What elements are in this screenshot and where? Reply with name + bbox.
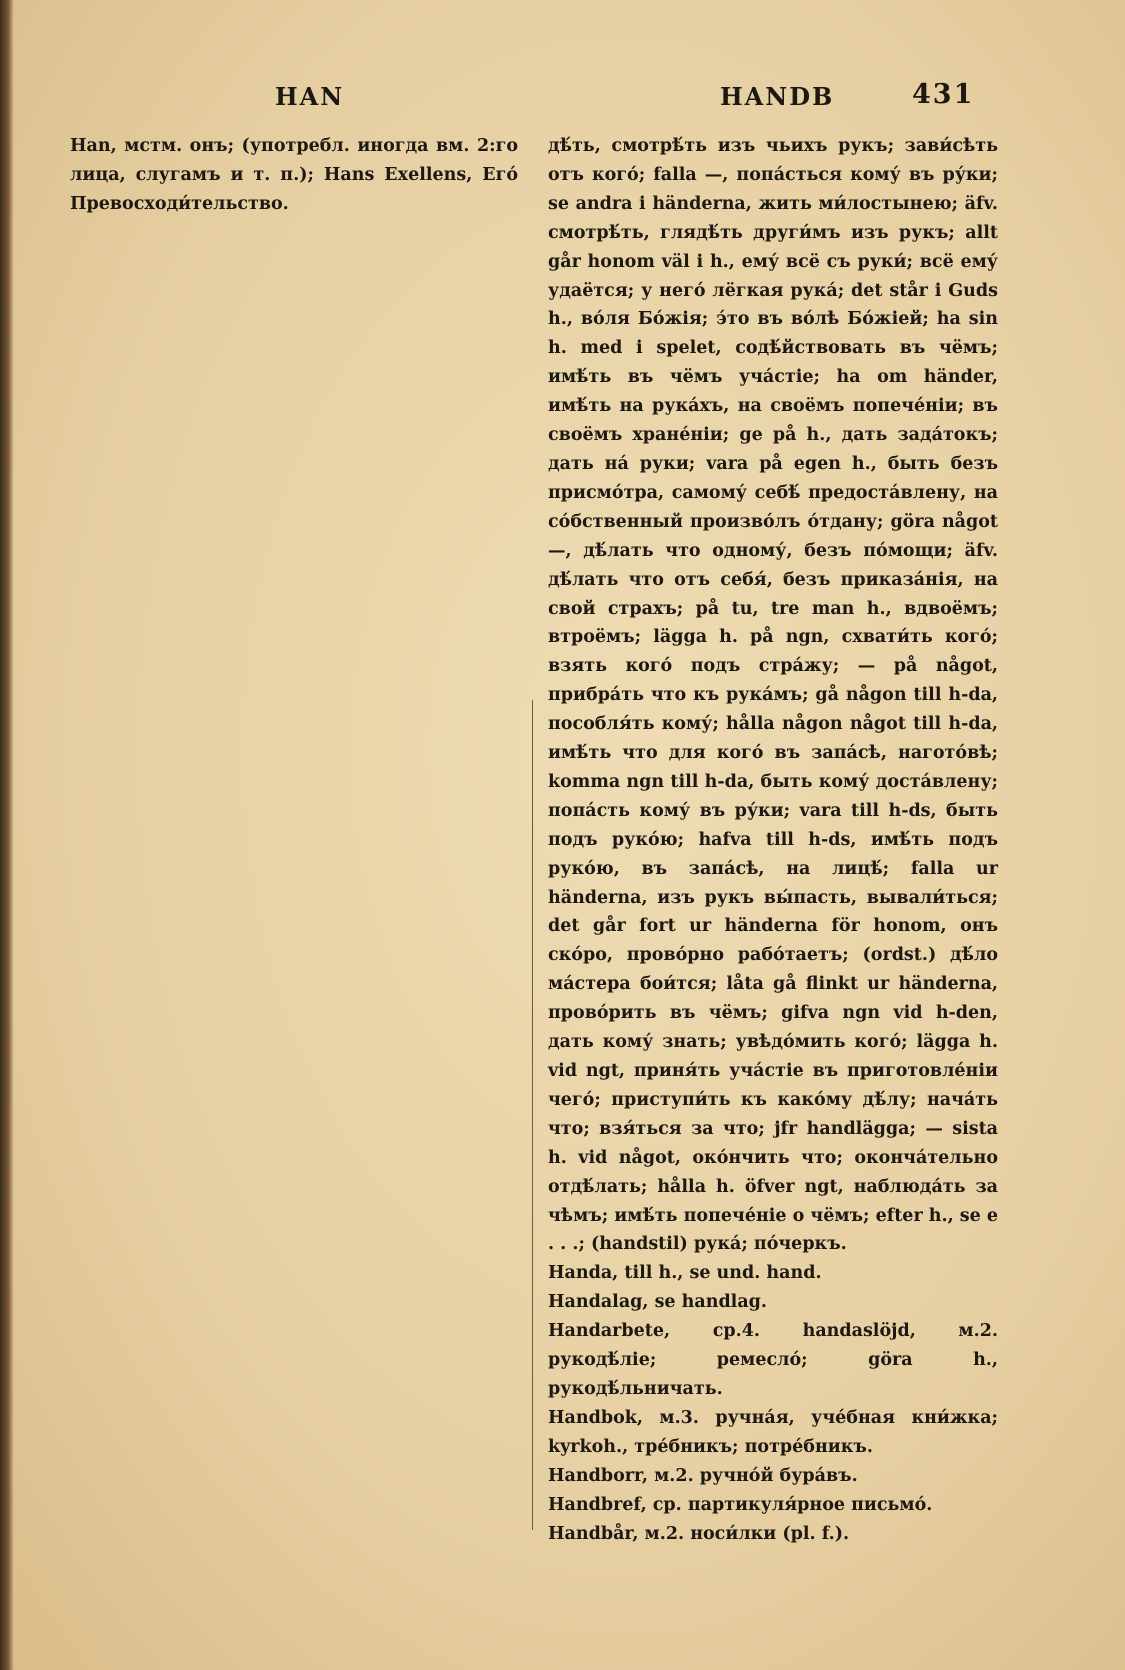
left-column xyxy=(70,132,518,219)
running-head-left: HAN xyxy=(275,82,345,111)
dictionary-entry: Handa, till h., se und. hand. xyxy=(548,1263,822,1284)
dictionary-entry: Handborr, м.2. ручно́й бура́въ. xyxy=(548,1465,858,1486)
running-head-right: HANDB xyxy=(720,82,835,111)
dictionary-entry: Han, мстм. онъ; (употребл. иногда вм. 2:го лица, слугамъ и т. п.); Hans Exellens, Его́ Превосходи́тельство. xyxy=(70,136,518,214)
page-number: 431 xyxy=(912,79,975,110)
book-binding-shadow xyxy=(0,0,14,1670)
dictionary-entry: Handbok, м.3. ручна́я, уче́бная кни́жка; kyrkoh., тре́бникъ; потре́бникъ. xyxy=(548,1407,998,1457)
dictionary-entry: дѣ́ть, смотрѣ́ть изъ чьихъ рукъ; зави́сѣть отъ кого́; falla —, попа́сться кому́ въ ру́ки; se andra i händerna, жить ми́лостынею; äfv. смотрѣ́ть, глядѣ́ть други́мъ изъ рукъ; allt går honom väl i h., ему́ всё съ руки́; всё ему́ удаётся; у него́ лёгкая рука́; det står i Guds h., во́ля Бо́жія; э́то въ во́лѣ Бо́жіей; ha sin h. med i spelet, содѣ́йствовать въ чёмъ; имѣ́ть въ чёмъ уча́стіе; ha om händer, имѣ́ть на рука́хъ, на своёмъ попече́ніи; въ своёмъ хране́ніи; ge på h., дать зада́токъ; дать на́ руки; vara på egen h., быть безъ присмо́тра, самому́ себѣ́ предоста́влену, на со́бственный произво́лъ о́тдану; göra något —, дѣ́лать что одному́, безъ по́мощи; äfv. дѣ́лать что отъ себя́, безъ приказа́нія, на свой страхъ; på tu, tre man h., вдвоёмъ; втроёмъ; lägga h. på ngn, схвати́ть кого́; взять кого́ подъ стра́жу; — på något, прибра́ть что къ рука́мъ; gå någon till h-da, пособля́ть кому́; hålla någon något till h-da, имѣ́ть что для кого́ въ запа́сѣ, нагото́вѣ; komma ngn till h-da, быть кому́ доста́влену; попа́сть кому́ въ ру́ки; vara till h-ds, быть подъ руко́ю; hafva till h-ds, имѣ́ть подъ руко́ю, въ запа́сѣ, на лицѣ́; falla ur händerna, изъ рукъ вы́пасть, вывали́ться; det går fort ur händerna för honom, онъ ско́ро, прово́рно рабо́таетъ; (ordst.) дѣ́ло ма́стера бои́тся; låta gå flinkt ur händerna, прово́рить въ чёмъ; gifva ngn vid h-den, дать кому́ знать; увѣдо́мить кого́; lägga h. vid ngt, приня́ть уча́стіе въ приготовле́ніи чего́; приступи́ть къ како́му дѣ́лу; нача́ть что; взя́ться за что; jfr handlägga; — sista h. vid något, око́нчить что; оконча́тельно отдѣ́лать; hålla h. öfver ngt, наблюда́ть за чѣмъ; имѣ́ть попече́ніе о чёмъ; efter h., se e . . .; (handstil) рука́; по́черкъ. xyxy=(548,136,998,1255)
right-column xyxy=(548,132,998,1548)
dictionary-entry: Handalag, se handlag. xyxy=(548,1292,767,1313)
column-divider xyxy=(532,700,533,1530)
dictionary-entry: Handbref, ср. партикуля́рное письмо́. xyxy=(548,1494,933,1515)
dictionary-entry: Handbår, м.2. носи́лки (pl. f.). xyxy=(548,1523,850,1544)
dictionary-entry: Handarbete, ср.4. handaslöjd, м.2. рукодѣ́ліе; ремесло́; göra h., рукодѣ́льничать. xyxy=(548,1321,998,1399)
